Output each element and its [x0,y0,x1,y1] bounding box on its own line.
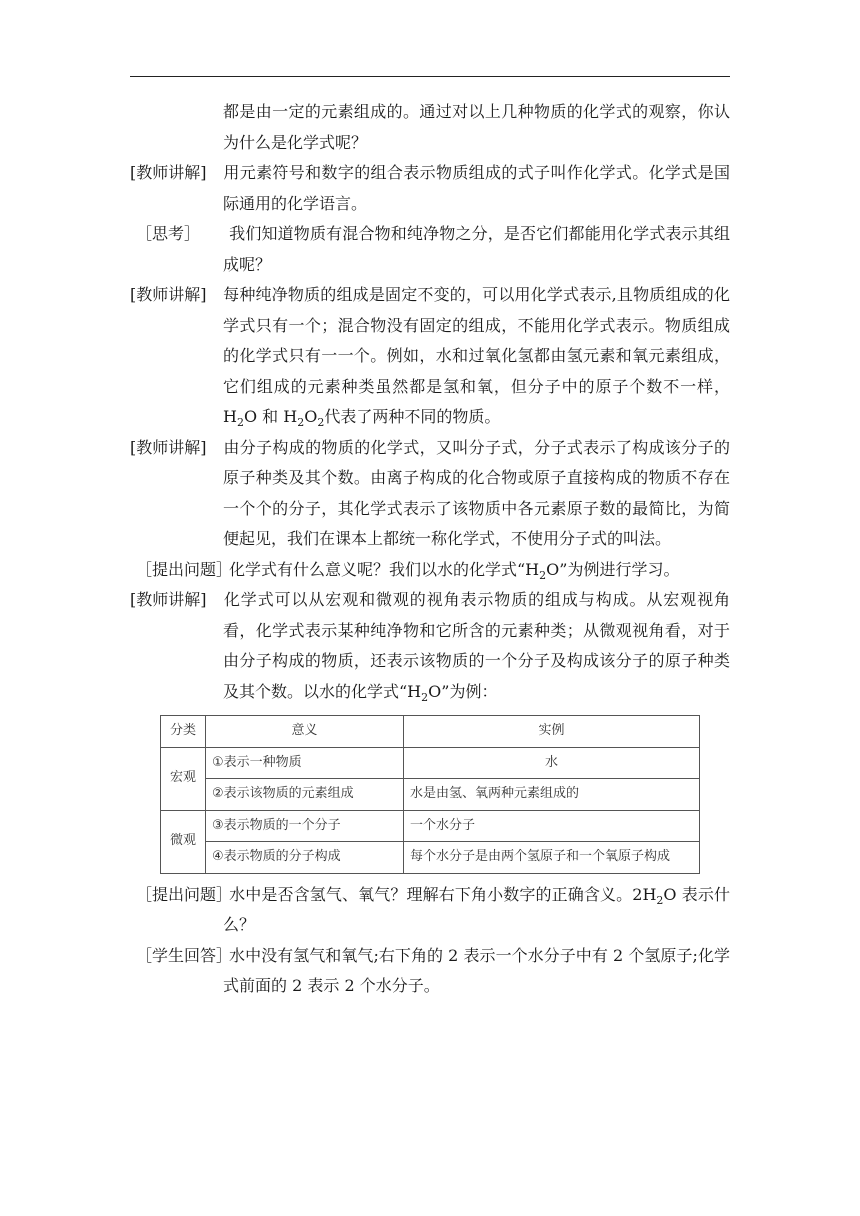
table-header: 实例 [404,716,700,748]
speaker-label: [教师讲解] [130,163,207,182]
header-rule [130,76,730,77]
table-cell: ④表示物质的分子构成 [206,842,404,874]
paragraph-text: 水中是否含氢气、氧气？理解右下角小数字的正确含义。2H [229,884,657,904]
thinking-prompt [130,219,730,280]
speaker-label: [教师讲解] [130,590,207,609]
table-cell: 水 [404,747,700,779]
formula-h2o2: $H_2O_2$ [283,407,325,430]
table-cell: 每个水分子是由两个氢原子和一个氧原子构成 [404,842,700,874]
paragraph-text: 每种纯净物质的组成是固定不变的，可以用化学式表示,且物质组成的化学式只有一个；混合物没有固定的组成，不能用化学式表示。物质组成的化学式只有一一个。例如，水和过氧化氢都由氢元素和氧元素组成，它们组成的元素种类虽然都是氢和氧，但分子中的原子个数不一样， [223,285,730,396]
speaker-label: ［思考］ [136,224,201,243]
teacher-explanation-4: [教师讲解] 化学式可以从宏观和微观的视角表示物质的组成与构成。从宏观视角看，化学式表示某种纯净物和它所含的元素种类；从微观视角看，对于由分子构成的物质，还表示该物质的一个分子及构成该分子的原子种类及其个数。以水的化学式“$H_2O$”为例： [130,585,730,707]
table-category: 宏观 [161,747,206,810]
teacher-explanation-2 [130,280,730,433]
speaker-label: ［提出问题］ [136,559,233,579]
table-row [161,747,700,779]
paragraph-text: 都是由一定的元素组成的。通过对以上几种物质的化学式的观察，你认为什么是化学式呢？ [223,102,730,152]
paragraph-text: 由分子构成的物质的化学式，又叫分子式，分子式表示了构成该分子的原子种类及其个数。由离子构成的化合物或原子直接构成的物质不存在一个个的分子，其化学式表示了该物质中各元素原子数的最简比，为简便起见，我们在课本上都统一称化学式，不使用分子式的叫法。 [223,437,730,548]
table-cell: ①表示一种物质 [206,747,404,779]
table-cell: 一个水分子 [404,810,700,842]
paragraph-text: 代表了两种不同的物质。 [324,407,501,426]
question-prompt-2: ［提出问题］水中是否含氢气、氧气？理解右下角小数字的正确含义。$2H_2O$ 表示什么？ [130,880,730,941]
teacher-explanation-3 [130,433,730,555]
question-prompt-1: ［提出问题］化学式有什么意义呢？我们以水的化学式“$H_2O$”为例进行学习。 [130,555,730,586]
speaker-label: [教师讲解] [130,285,207,304]
table-header: 分类 [161,716,206,748]
paragraph-text: 化学式有什么意义呢？我们以水的化学式“H [229,559,540,579]
teacher-explanation-1 [130,158,730,219]
speaker-label: ［提出问题］ [136,884,233,904]
paragraph-text: 用元素符号和数字的组合表示物质组成的式子叫作化学式。化学式是国际通用的化学语言。 [223,163,730,213]
paragraph-text: 水中没有氢气和氧气;右下角的 2 表示一个水分子中有 2 个氢原子;化学式前面的 2 表示 2 个水分子。 [223,945,730,995]
table-category: 微观 [161,810,206,873]
paragraph-text: 我们知道物质有混合物和纯净物之分，是否它们都能用化学式表示其组成呢？ [223,224,730,274]
document-body [130,97,730,1002]
table-cell: 水是由氢、氧两种元素组成的 [404,779,700,811]
meaning-table-wrap [160,715,730,874]
table-cell: ③表示物质的一个分子 [206,810,404,842]
table-header-row [161,716,700,748]
speaker-label: ［学生回答］ [136,945,233,965]
paragraph-text: 化学式可以从宏观和微观的视角表示物质的组成与构成。从宏观视角看，化学式表示某种纯净物和它所含的元素种类；从微观视角看，对于由分子构成的物质，还表示该物质的一个分子及构成该分子的原子种类及其个数。以水的化学式“H [223,590,730,701]
speaker-label: [教师讲解] [130,437,207,457]
paragraph-continuation [130,97,730,158]
student-answer [130,941,730,1002]
table-row [161,779,700,811]
table-cell: ②表示该物质的元素组成 [206,779,404,811]
table-header: 意义 [206,716,404,748]
formula-h2o: $H_2O$ 和 [223,407,284,430]
table-row [161,842,700,874]
meaning-table [160,715,700,874]
table-row [161,810,700,842]
